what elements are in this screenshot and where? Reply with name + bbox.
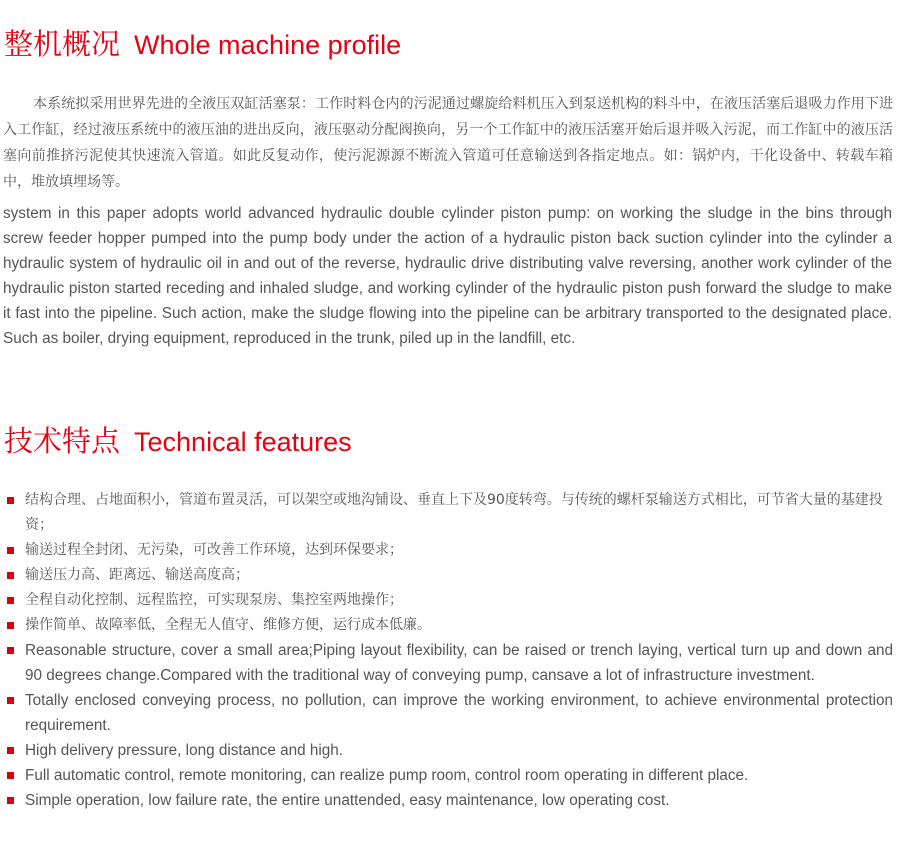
square-bullet-icon xyxy=(7,622,14,629)
feature-item-text: High delivery pressure, long distance and high. xyxy=(25,742,344,759)
square-bullet-icon xyxy=(7,597,14,604)
square-bullet-icon xyxy=(7,497,14,504)
feature-item-text: Simple operation, low failure rate, the entire unattended, easy maintenance, low operating cost. xyxy=(25,792,670,809)
square-bullet-icon xyxy=(7,747,14,754)
square-bullet-icon xyxy=(7,647,14,654)
section-title-profile xyxy=(4,27,402,61)
feature-item-zh xyxy=(3,488,893,538)
feature-item-text: 操作简单、故障率低，全程无人值守、维修方便，运行成本低廉。 xyxy=(25,617,431,633)
feature-item-en xyxy=(3,738,893,763)
square-bullet-icon xyxy=(7,697,14,704)
feature-item-text: 全程自动化控制、远程监控，可实现泵房、集控室两地操作； xyxy=(25,592,403,608)
feature-item-en xyxy=(3,688,893,738)
feature-item-zh xyxy=(3,538,893,563)
profile-body-en: system in this paper adopts world advanced hydraulic double cylinder piston pump: on working the sludge in the bins through screw feeder hopper pumped into the pump body under the action of a hydraulic piston back suction cylinder into the cylinder a hydraulic system of hydraulic oil in and out of the reverse, hydraulic drive distributing valve reversing, another work cylinder of the hydraulic piston started receding and inhaled sludge, and working cylinder of the hydraulic piston push forward the sludge to make it fast into the pipeline. Such action, make the sludge flowing into the pipeline can be arbitrary transported to the designated place. Such as boiler, drying equipment, reproduced in the trunk, piled up in the landfill, etc. xyxy=(3,205,892,347)
feature-item-zh xyxy=(3,613,893,638)
square-bullet-icon xyxy=(7,572,14,579)
square-bullet-icon xyxy=(7,797,14,804)
feature-item-text: Reasonable structure, cover a small area;Piping layout flexibility, can be raised or trench laying, vertical turn up and down and 90 degrees change.Compared with the traditional way of conveying pump, cansave a lot of infrastructure investment. xyxy=(25,642,893,684)
feature-item-text: Totally enclosed conveying process, no pollution, can improve the working environment, to achieve environmental protection requirement. xyxy=(25,692,893,734)
feature-item-zh xyxy=(3,563,893,588)
feature-item-text: 结构合理、占地面积小，管道布置灵活，可以架空或地沟铺设、垂直上下及90度转弯。与传统的螺杆泵输送方式相比，可节省大量的基建投资； xyxy=(25,492,883,533)
feature-item-en xyxy=(3,763,893,788)
section-title-profile-en: Whole machine profile xyxy=(134,30,402,60)
section-title-features xyxy=(4,424,352,458)
square-bullet-icon xyxy=(7,772,14,779)
section-title-features-zh: 技术特点 xyxy=(4,424,121,458)
feature-item-text: Full automatic control, remote monitoring, can realize pump room, control room operating in different place. xyxy=(25,767,749,784)
feature-item-text: 输送过程全封闭、无污染，可改善工作环境，达到环保要求； xyxy=(25,542,403,558)
features-list xyxy=(3,488,893,813)
feature-item-text: 输送压力高、距离远、输送高度高； xyxy=(25,567,249,583)
section-title-profile-zh: 整机概况 xyxy=(4,27,121,61)
feature-item-en xyxy=(3,788,893,813)
square-bullet-icon xyxy=(7,547,14,554)
feature-item-zh xyxy=(3,588,893,613)
section-title-features-en: Technical features xyxy=(134,427,352,457)
profile-body-zh: 本系统拟采用世界先进的全液压双缸活塞泵：工作时料仓内的污泥通过螺旋给料机压入到泵送机构的料斗中，在液压活塞后退吸力作用下进入工作缸，经过液压系统中的液压油的进出反向，液压驱动分配阀换向，另一个工作缸中的液压活塞开始后退并吸入污泥，而工作缸中的液压活塞向前推挤污泥使其快速流入管道。如此反复动作，使污泥源源不断流入管道可任意输送到各指定地点。如：锅炉内，干化设备中、转载车箱中，堆放填埋场等。 xyxy=(3,96,893,190)
feature-item-en xyxy=(3,638,893,688)
